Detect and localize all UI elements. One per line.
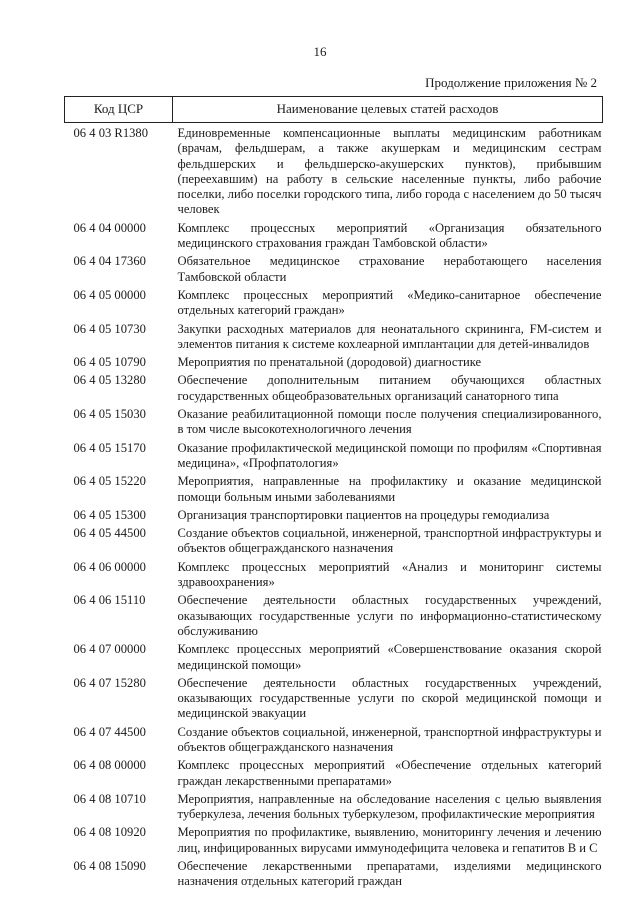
row-code: 06 4 04 00000	[73, 220, 146, 235]
row-code: 06 4 08 10710	[73, 791, 146, 806]
row-name: Комплекс процессных мероприятий «Анализ и мониторинг системы здравоохранения»	[177, 559, 602, 590]
row-code: 06 4 05 44500	[73, 526, 146, 541]
row-code: 06 4 05 15170	[73, 440, 146, 455]
row-code: 06 4 08 15090	[73, 859, 146, 874]
row-code: 06 4 06 00000	[73, 559, 146, 574]
row-name: Комплекс процессных мероприятий «Совершенствование оказания скорой медицинской помощи»	[177, 642, 602, 672]
row-name: Оказание реабилитационной помощи после получения специализированного, в том числе высокотехнологичного лечения	[177, 407, 602, 437]
table-row	[65, 221, 603, 255]
row-name: Организация транспортировки пациентов на процедуры гемодиализа	[177, 507, 550, 522]
table-row	[65, 560, 603, 594]
row-code: 06 4 05 15220	[73, 474, 146, 489]
header-code: Код ЦСР	[65, 97, 173, 123]
row-code: 06 4 05 15300	[73, 507, 146, 522]
expenditure-table-container	[64, 96, 602, 893]
row-name: Обеспечение деятельности областных государственных учреждений, оказывающих государственные услуги по скорой медицинской помощи и медицинской эвакуации	[177, 675, 602, 721]
row-code: 06 4 04 17360	[73, 254, 146, 269]
table-body	[65, 123, 603, 893]
table-row	[65, 859, 603, 893]
row-name: Обеспечение деятельности областных государственных учреждений, оказывающих государственные услуги по информационно-статистическому обслуживанию	[177, 593, 602, 638]
row-code: 06 4 07 44500	[73, 724, 146, 739]
table-row	[65, 642, 603, 676]
row-name: Комплекс процессных мероприятий «Медико-санитарное обеспечение отдельных категорий граждан»	[177, 287, 602, 318]
row-code: 06 4 07 00000	[73, 642, 146, 657]
row-code: 06 4 07 15280	[73, 675, 146, 690]
expenditure-table	[64, 96, 603, 893]
table-row	[65, 792, 603, 826]
row-name: Мероприятия по профилактике, выявлению, мониторингу лечения и лечению лиц, инфицированных вирусами иммунодефицита человека и гепатитов В и С	[177, 825, 602, 855]
row-name: Создание объектов социальной, инженерной, транспортной инфраструктуры и объектов общегражданского назначения	[177, 526, 602, 556]
table-row	[65, 825, 603, 859]
row-code: 06 4 08 10920	[73, 825, 146, 840]
row-name: Создание объектов социальной, инженерной, транспортной инфраструктуры и объектов общегражданского назначения	[177, 724, 602, 754]
table-row	[65, 725, 603, 759]
table-row	[65, 474, 603, 508]
row-code: 06 4 03 R1380	[73, 126, 149, 140]
row-name: Комплекс процессных мероприятий «Организация обязательного медицинского страхования граждан Тамбовской области»	[177, 220, 602, 251]
row-name: Обеспечение дополнительным питанием обучающихся областных государственных общеобразовательных организаций санаторного типа	[177, 373, 602, 403]
page-number: 16	[313, 44, 327, 59]
table-row	[65, 322, 603, 356]
table-row	[65, 441, 603, 475]
row-code: 06 4 05 15030	[73, 407, 146, 422]
table-row	[65, 526, 603, 560]
row-code: 06 4 08 00000	[73, 758, 146, 773]
row-name: Обязательное медицинское страхование неработающего населения Тамбовской области	[177, 254, 602, 284]
row-code: 06 4 05 10790	[73, 355, 146, 370]
table-row	[65, 373, 603, 407]
row-code: 06 4 05 13280	[73, 373, 146, 388]
table-row	[65, 593, 603, 642]
row-name: Обеспечение лекарственными препаратами, изделиями медицинского назначения отдельных категорий граждан	[177, 859, 602, 889]
row-name: Оказание профилактической медицинской помощи по профилям «Спортивная медицина», «Профпатология»	[177, 440, 602, 470]
row-name: Мероприятия, направленные на обследование населения с целью выявления туберкулеза, лечения больных туберкулезом, профилактические мероприятия	[177, 791, 602, 822]
row-code: 06 4 06 15110	[73, 593, 146, 608]
row-name: Мероприятия, направленные на профилактику и оказание медицинской помощи больным иными заболеваниями	[177, 474, 602, 504]
row-name: Единовременные компенсационные выплаты медицинским работникам (врачам, фельдшерам, а также акушеркам и медицинским сестрам фельдшерских и фельдшерско-акушерских пунктов), прибывшим (переехавшим) на работу в сельские населенные пункты, либо рабочие поселки, либо поселки городского типа, либо города с населением до 50 тысяч человек	[177, 126, 602, 217]
table-row	[65, 288, 603, 322]
table-row	[65, 508, 603, 526]
table-row	[65, 355, 603, 373]
table-header-row	[65, 97, 603, 123]
appendix-continuation-note: Продолжение приложения № 2	[425, 75, 597, 90]
table-row	[65, 676, 603, 725]
table-row	[65, 123, 603, 221]
row-name: Мероприятия по пренатальной (дородовой) диагностике	[177, 355, 482, 370]
row-code: 06 4 05 00000	[73, 287, 146, 302]
row-name: Комплекс процессных мероприятий «Обеспечение отдельных категорий граждан лекарственными препаратами»	[177, 758, 602, 788]
table-row	[65, 407, 603, 441]
table-row	[65, 758, 603, 792]
header-name: Наименование целевых статей расходов	[173, 97, 603, 123]
row-code: 06 4 05 10730	[73, 321, 146, 336]
table-row	[65, 254, 603, 288]
row-name: Закупки расходных материалов для неонатального скрининга, FM-систем и элементов питания к системе кохлеарной имплантации для детей-инвалидов	[177, 321, 602, 351]
